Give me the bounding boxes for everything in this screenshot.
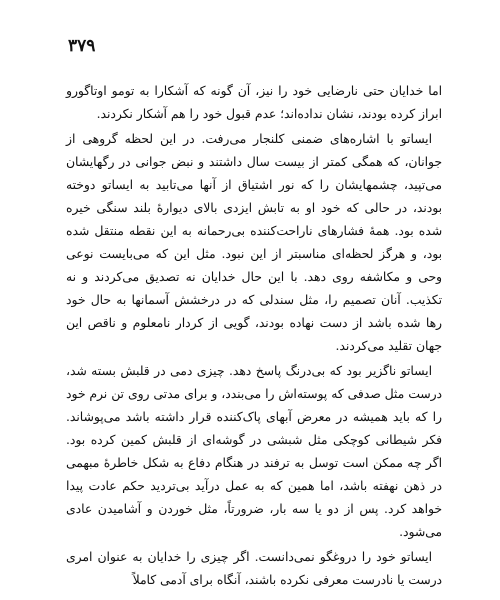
paragraph-4: ایساتو خود را دروغگو نمی‌دانست. اگر چیزی را خدایان به عنوان امری درست یا نادرست معرفی نکرده باشند، آنگاه برای آدمی کاملاً [66, 550, 442, 587]
paragraph-1: اما خدایان حتی نارضایی خود را نیز، آن گونه که آشکارا به تومو اوتاگورو ابراز کرده بودند، نشان نداده‌اند؛ عدم قبول خود را هم آشکار نکردند. [66, 84, 442, 121]
body-text [66, 80, 442, 592]
page-number: ۳۷۹ [68, 36, 96, 56]
paragraph-3: ایساتو ناگزیر بود که بی‌درنگ پاسخ دهد. چیزی دمی در قلبش بسته شد، درست مثل صدفی که پوسته‌اش را می‌بندد، و برای مدتی روی تن نرم خود را که باید همیشه در معرض آبهای پاک‌کننده قرار داشته باشد می‌پوشاند. فکر شیطانی کوچکی مثل شبشی در گوشه‌ای از قلبش کمین کرده بود. اگر چه ممکن است توسل به ترفند در هنگام دفاع به شکل خاطرهٔ مبهمی در ذهن نهفته باشد، اما همین که به عمل درآید بی‌تردید حکم عادت پیدا خواهد کرد. پس از دو یا سه بار، ضرورتاً، مثل خوردن و آشامیدن عادی می‌شود. [66, 364, 442, 539]
paragraph-2: ایساتو با اشاره‌های ضمنی کلنجار می‌رفت. در این لحظه گروهی از جوانان، که همگی کمتر از بیست سال داشتند و نبض جوانی در رگهایشان می‌تپید، چشمهایشان را که نور اشتیاق از آنها می‌تابید به ایساتو دوخته بودند، در حالی که خود او به تابش ایزدی بالای دیوارهٔ بلند سنگی خیره شده بود. همهٔ فشارهای ناراحت‌کننده بی‌رحمانه به این نقطه منتقل شده بود، و هرگز لحظه‌ای مناسبتر از این نبود. مثل این که می‌بایست نوعی وحی و مکاشفه روی دهد. با این حال خدایان نه تصدیق می‌کردند و نه تکذیب. آنان تصمیم را، مثل سندلی که در درخشش آسمانها به حال خود رها شده باشد از دست نهاده بودند، گویی از کردار نامعلوم و ناقص این جهان تقلید می‌کردند. [66, 132, 442, 353]
